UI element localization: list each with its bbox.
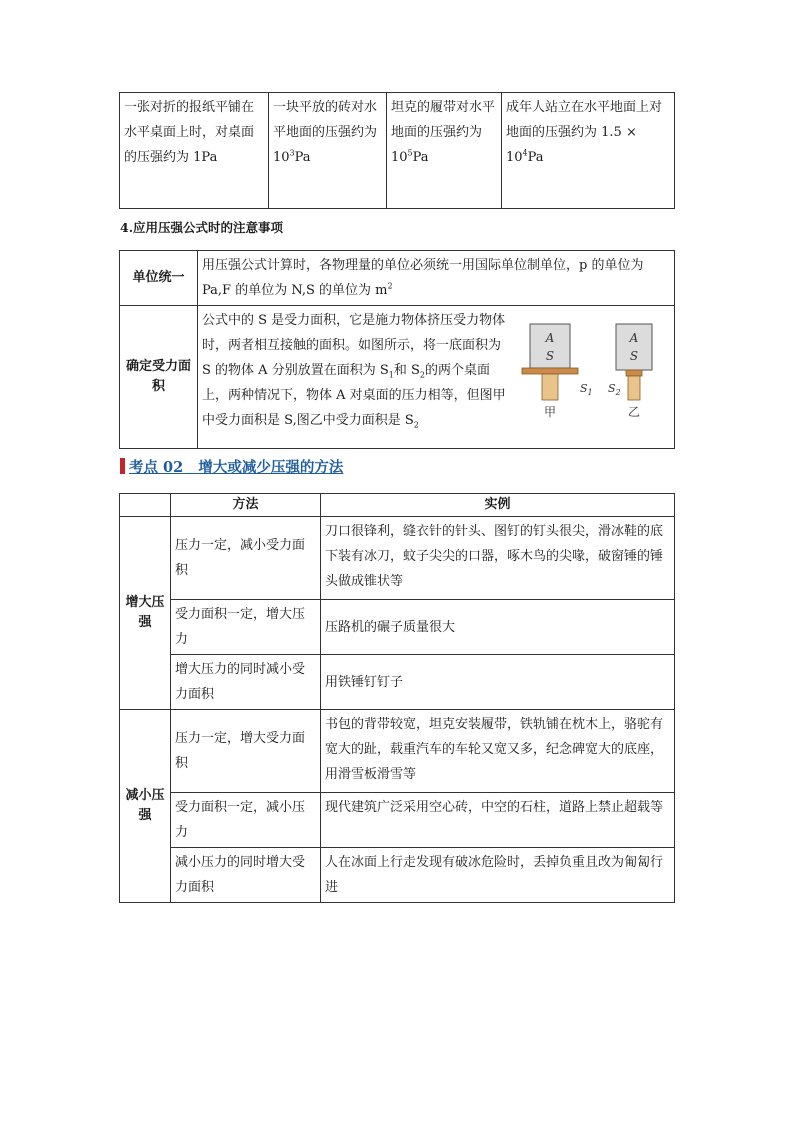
- block-a-label: A: [629, 331, 639, 345]
- block-s-label: S: [545, 349, 555, 363]
- subscript: 2: [413, 420, 419, 430]
- figure-jia-label: 甲: [543, 405, 557, 419]
- method-cell: 压力一定，增大受力面积: [171, 710, 321, 793]
- example-text: 成年人站立在水平地面上对地面的压强约为 1.5 × 10: [506, 100, 663, 165]
- method-cell: 压力一定，减小受力面积: [171, 517, 321, 600]
- row-header: 确定受力面积: [120, 306, 198, 449]
- kaodian-label: 考点 02: [129, 459, 184, 476]
- method-cell: 受力面积一定，增大压力: [171, 600, 321, 655]
- table-row: [120, 251, 675, 306]
- table-header-row: [120, 494, 675, 517]
- example-cell: [387, 93, 502, 209]
- row-header: 单位统一: [120, 251, 198, 306]
- exponent: 3: [289, 148, 295, 158]
- methods-table: [119, 493, 675, 903]
- exponent: 5: [407, 148, 413, 158]
- example-cell: 刀口很锋利，缝衣针的针头、图钉的钉头很尖，滑冰鞋的底下装有冰刀，蚊子尖尖的口器，啄木鸟的尖喙，破窗锤的锤头做成锥状等: [321, 517, 675, 600]
- block-a-label: A: [545, 331, 555, 345]
- pressure-figure: [520, 312, 670, 422]
- content-text: 的两个桌面上，两种情况下，物体 A 对桌面的压力相等，但图甲中受力面积是 S,图乙中受力面积是 S: [202, 363, 506, 428]
- row-content: [198, 306, 675, 449]
- header-method: 方法: [171, 494, 321, 517]
- example-text: 一块平放的砖对水平地面的压强约为 10: [273, 100, 378, 165]
- exponent: 2: [387, 281, 393, 291]
- pressure-examples-table: [119, 92, 675, 209]
- table-row: [120, 793, 675, 848]
- example-cell: 人在冰面上行走发现有破冰危险时，丢掉负重且改为匍匐行进: [321, 848, 675, 903]
- block-s-label: S: [629, 349, 639, 363]
- example-cell: 书包的背带较宽，坦克安装履带，铁轨铺在枕木上，骆驼有宽大的趾，载重汽车的车轮又宽又多，纪念碑宽大的底座，用滑雪板滑雪等: [321, 710, 675, 793]
- example-cell: [502, 93, 675, 209]
- table-leg-jia: [542, 374, 558, 400]
- header-example: 实例: [321, 494, 675, 517]
- s2-label: $S_2$: [608, 382, 621, 397]
- table-row: [120, 93, 675, 209]
- unit: Pa: [294, 150, 311, 165]
- example-text: 坦克的履带对水平地面的压强约为 10: [391, 100, 496, 165]
- content-text: 和 S: [393, 363, 420, 378]
- table-row: [120, 600, 675, 655]
- example-cell: [120, 93, 269, 209]
- category-increase: 增大压强: [120, 517, 171, 710]
- subscript: 2: [419, 370, 425, 380]
- table-row: [120, 848, 675, 903]
- example-cell: 压路机的碾子质量很大: [321, 600, 675, 655]
- section-heading: 4.应用压强公式时的注意事项: [120, 220, 284, 235]
- row-content: [198, 251, 675, 306]
- method-cell: 增大压力的同时减小受力面积: [171, 655, 321, 710]
- example-cell: [269, 93, 387, 209]
- block-on-tables-diagram: [520, 312, 670, 422]
- table-row: [120, 306, 675, 449]
- content-text: 公式中的 S 是受力面积，它是施力物体挤压受力物体时，两者相互接触的面积。如图所示，将一底面积为 S 的物体 A 分别放置在面积为 S: [202, 313, 506, 378]
- kaodian-heading: [120, 456, 343, 477]
- table-row: [120, 517, 675, 600]
- table-top-jia: [522, 368, 578, 374]
- table-leg-yi: [628, 376, 640, 400]
- figure-yi-label: 乙: [627, 405, 641, 419]
- example-cell: 现代建筑广泛采用空心砖，中空的石柱，道路上禁止超载等: [321, 793, 675, 848]
- header-blank: [120, 494, 171, 517]
- table-row: [120, 655, 675, 710]
- example-text: 一张对折的报纸平铺在水平桌面上时，对桌面的压强约为 1Pa: [124, 100, 255, 165]
- unit: Pa: [412, 150, 429, 165]
- exponent: 4: [522, 148, 528, 158]
- kaodian-title: 增大或减少压强的方法: [198, 459, 344, 476]
- content-text: 用压强公式计算时，各物理量的单位必须统一用国际单位制单位，p 的单位为 Pa,F 的单位为 N,S 的单位为 m: [202, 258, 644, 298]
- s1-label: $S_1$: [580, 382, 593, 397]
- example-cell: 用铁锤钉钉子: [321, 655, 675, 710]
- table-top-yi: [626, 370, 642, 376]
- unit: Pa: [527, 150, 544, 165]
- method-cell: 减小压力的同时增大受力面积: [171, 848, 321, 903]
- table-row: [120, 710, 675, 793]
- method-cell: 受力面积一定，减小压力: [171, 793, 321, 848]
- notes-table: [119, 250, 675, 449]
- category-decrease: 减小压强: [120, 710, 171, 903]
- heading-marker: [120, 458, 125, 474]
- subscript: 1: [388, 370, 394, 380]
